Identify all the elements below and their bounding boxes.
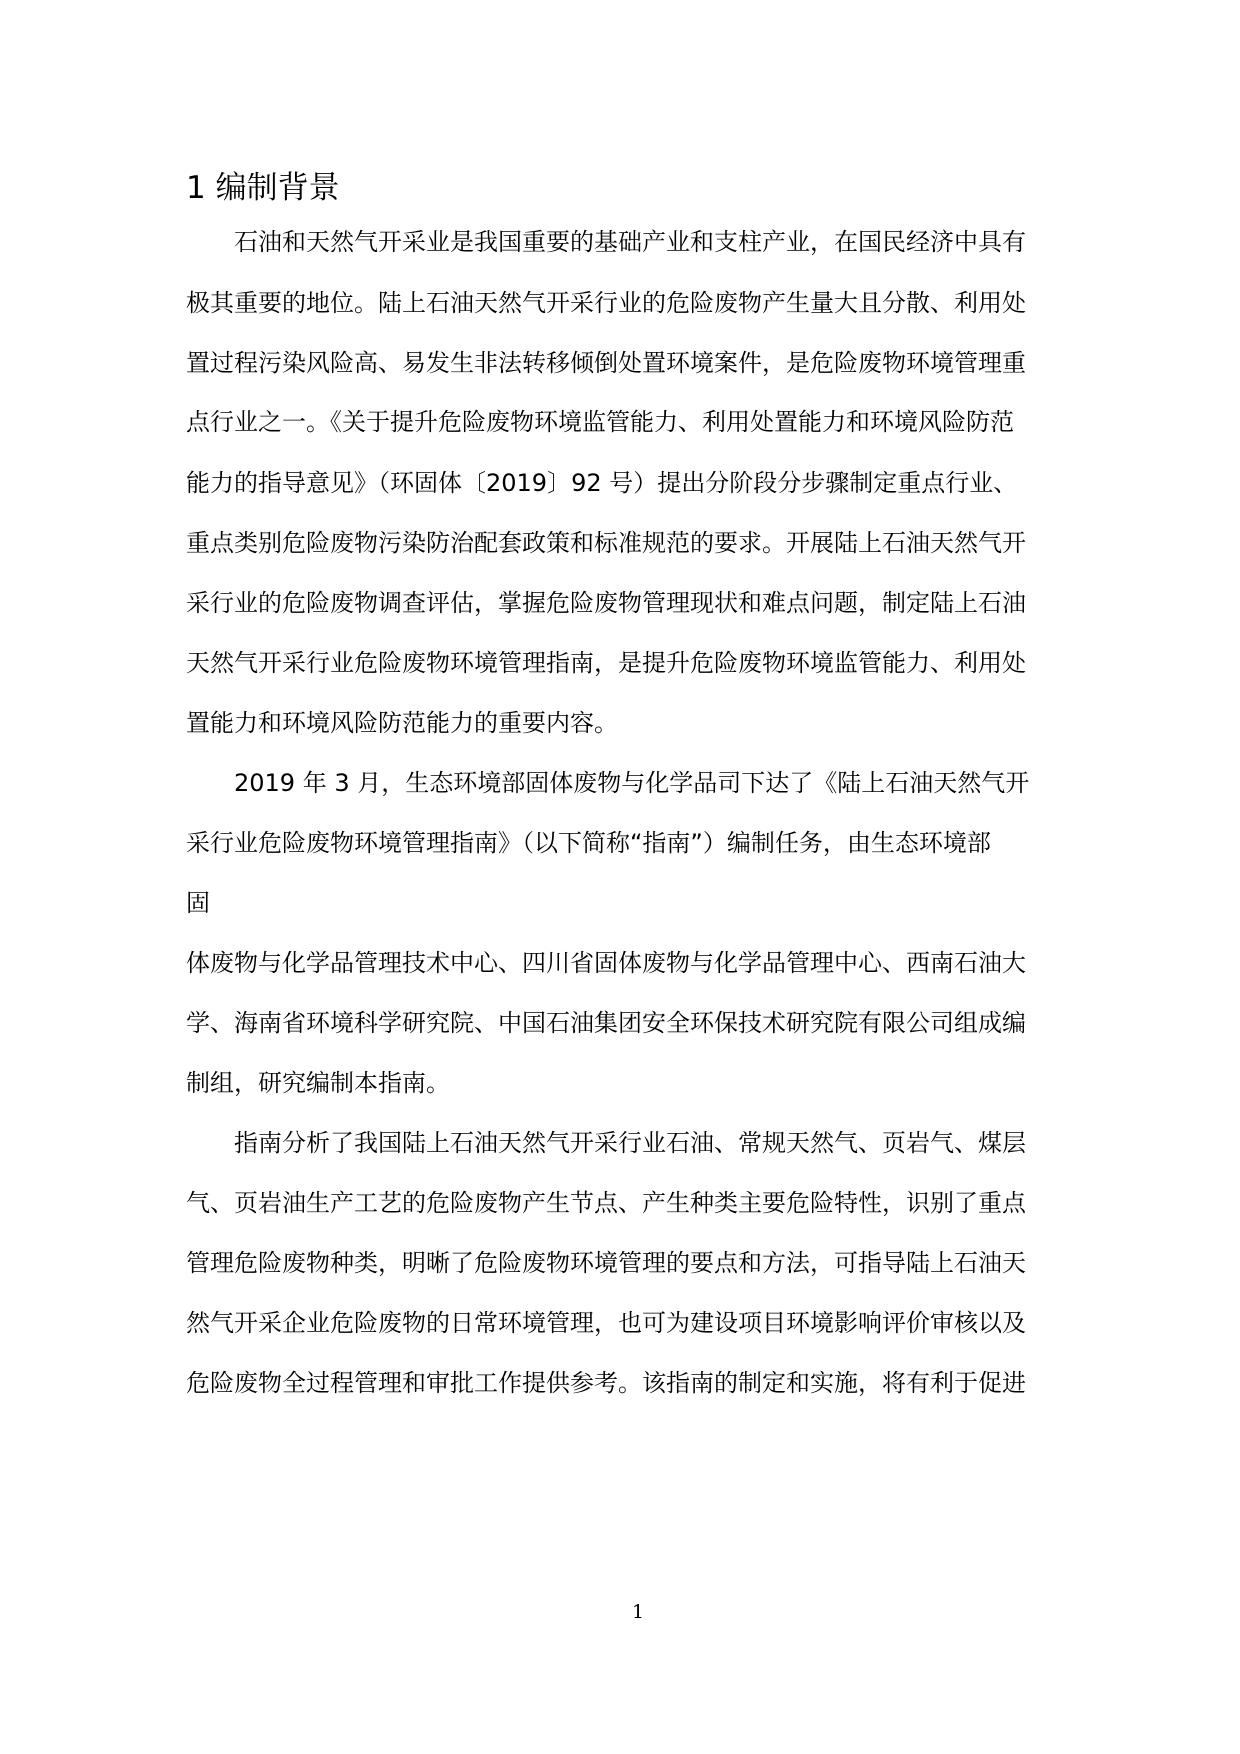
paragraph-line: 学、海南省环境科学研究院、中国石油集团安全环保技术研究院有限公司组成编 <box>186 1009 1026 1037</box>
paragraph-line: 2019 年 3 月，生态环境部固体废物与化学品司下达了《陆上石油天然气开 <box>234 769 1030 797</box>
paragraph-line: 体废物与化学品管理技术中心、四川省固体废物与化学品管理中心、西南石油大 <box>186 949 1026 977</box>
paragraph-line: 置过程污染风险高、易发生非法转移倾倒处置环境案件，是危险废物环境管理重 <box>186 349 1026 377</box>
paragraph-line: 采行业危险废物环境管理指南》（以下简称“指南”）编制任务，由生态环境部 <box>186 829 991 857</box>
paragraph-line: 管理危险废物种类，明晰了危险废物环境管理的要点和方法，可指导陆上石油天 <box>186 1249 1026 1277</box>
paragraph-line: 然气开采企业危险废物的日常环境管理，也可为建设项目环境影响评价审核以及 <box>186 1309 1026 1337</box>
paragraph-line: 指南分析了我国陆上石油天然气开采行业石油、常规天然气、页岩气、煤层 <box>234 1129 1026 1157</box>
paragraph-line: 采行业的危险废物调查评估，掌握危险废物管理现状和难点问题，制定陆上石油 <box>186 589 1026 617</box>
paragraph-line: 能力的指导意见》（环固体〔2019〕92 号）提出分阶段分步骤制定重点行业、 <box>186 469 1018 497</box>
paragraph-line: 置能力和环境风险防范能力的重要内容。 <box>186 709 618 737</box>
paragraph-line: 制组，研究编制本指南。 <box>186 1069 450 1097</box>
paragraph-line: 固 <box>186 889 210 917</box>
paragraph-line: 天然气开采行业危险废物环境管理指南，是提升危险废物环境监管能力、利用处 <box>186 649 1026 677</box>
paragraph-line: 危险废物全过程管理和审批工作提供参考。该指南的制定和实施，将有利于促进 <box>186 1369 1026 1397</box>
section-heading: 1 编制背景 <box>186 170 340 206</box>
paragraph-line: 点行业之一。《关于提升危险废物环境监管能力、利用处置能力和环境风险防范 <box>186 408 1014 436</box>
paragraph-line: 气、页岩油生产工艺的危险废物产生节点、产生种类主要危险特性，识别了重点 <box>186 1189 1026 1217</box>
paragraph-line: 极其重要的地位。陆上石油天然气开采行业的危险废物产生量大且分散、利用处 <box>186 289 1026 317</box>
paragraph-line: 石油和天然气开采业是我国重要的基础产业和支柱产业，在国民经济中具有 <box>234 228 1026 256</box>
page-number: 1 <box>631 1601 645 1623</box>
paragraph-line: 重点类别危险废物污染防治配套政策和标准规范的要求。开展陆上石油天然气开 <box>186 529 1026 557</box>
